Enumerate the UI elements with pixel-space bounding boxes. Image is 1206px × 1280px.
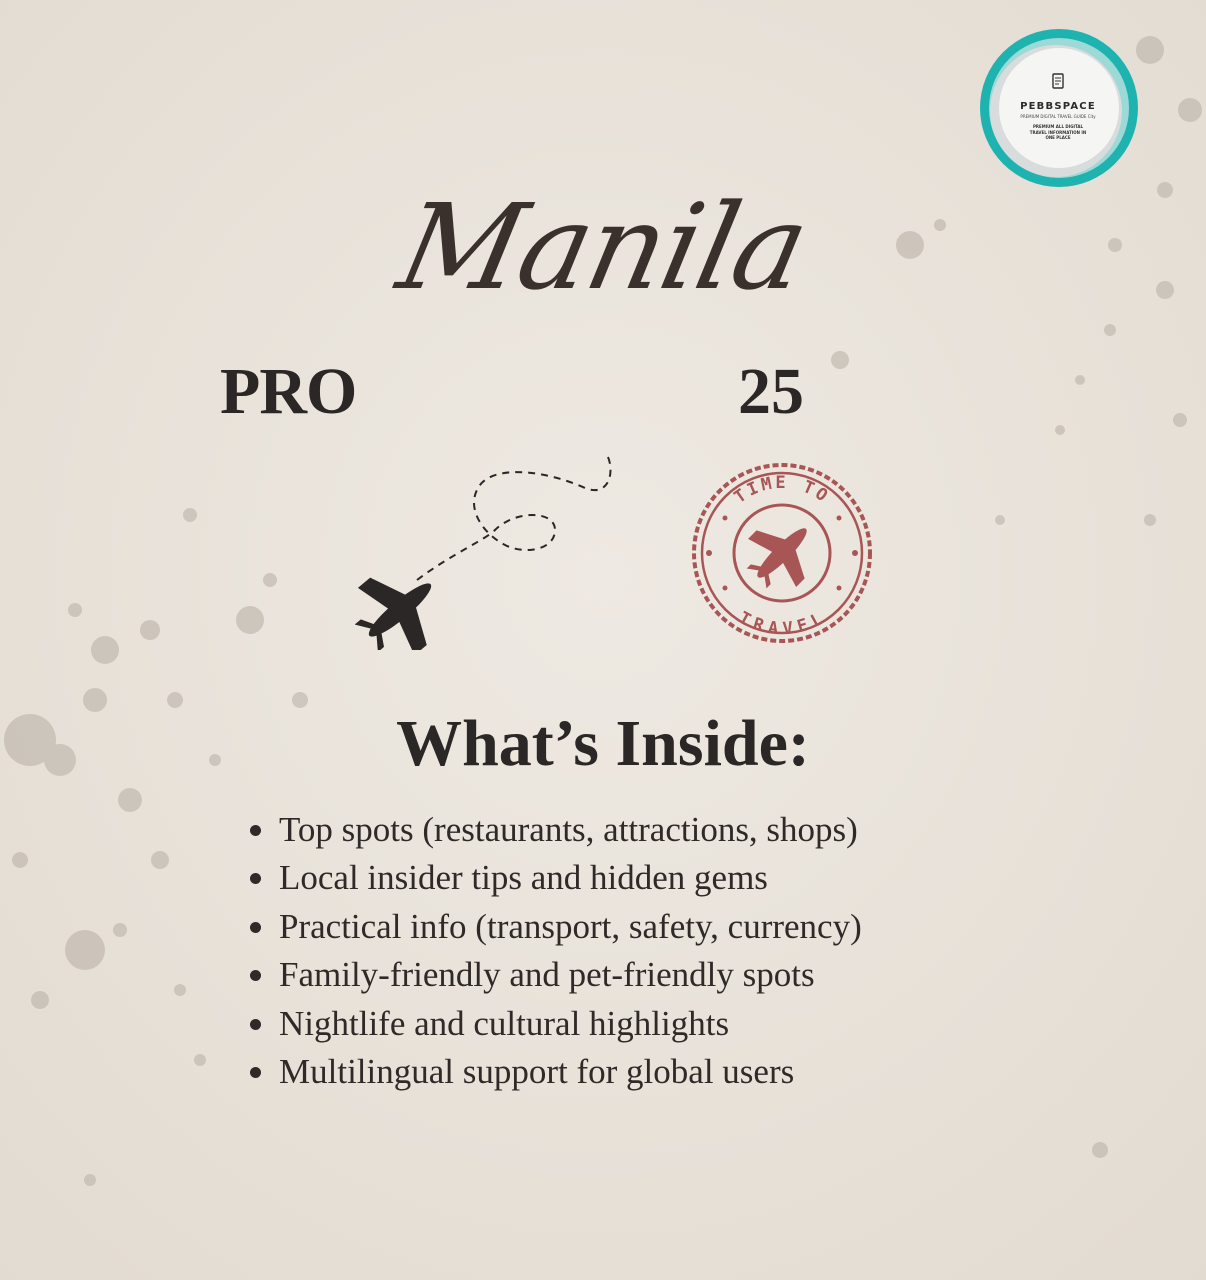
list-item <box>248 1000 862 1048</box>
list-item-text: Family-friendly and pet-friendly spots <box>279 955 815 995</box>
stamp-top-text: TIME TO <box>730 473 834 508</box>
list-item-text: Top spots (restaurants, attractions, shops) <box>279 810 858 849</box>
list-item-text: Multilingual support for global users <box>279 1051 795 1091</box>
brand-badge[interactable] <box>978 27 1140 189</box>
bullet <box>250 873 261 884</box>
list-item-text: Practical info (transport, safety, currency) <box>279 906 862 946</box>
list-item <box>248 903 862 951</box>
bullet <box>250 1067 261 1078</box>
bullet <box>250 970 261 981</box>
list-item <box>248 951 862 999</box>
list-item <box>248 854 862 902</box>
svg-text:TIME TO <box>731 473 834 508</box>
edition-year: 25 <box>738 355 804 428</box>
badge-content <box>1000 49 1116 165</box>
list-item-text: Nightlife and cultural highlights <box>279 1003 730 1043</box>
travel-stamp <box>687 458 877 648</box>
section-title: What’s Inside: <box>396 707 810 780</box>
airplane-icon <box>355 551 459 650</box>
brand-name: PEBBSPACE <box>1020 101 1096 113</box>
bullet <box>250 825 261 836</box>
edition-label: PRO <box>220 355 357 428</box>
flight-path <box>355 450 620 650</box>
brand-subtitle: PREMIUM DIGITAL TRAVEL GUIDE City <box>1020 114 1096 120</box>
list-item-text: Local insider tips and hidden gems <box>279 858 768 898</box>
bullet <box>250 1019 261 1030</box>
bullet <box>250 922 261 933</box>
list-item <box>248 1048 862 1096</box>
feature-list <box>248 806 862 1096</box>
document-icon <box>1051 73 1065 95</box>
list-item <box>248 806 862 854</box>
city-title: Manila <box>387 178 819 316</box>
brand-tagline: PREMIUM ALL DIGITAL TRAVEL INFORMATION IN ONE PLACE <box>1029 124 1087 141</box>
stamp-bottom-text: TRAVEL <box>735 607 829 640</box>
